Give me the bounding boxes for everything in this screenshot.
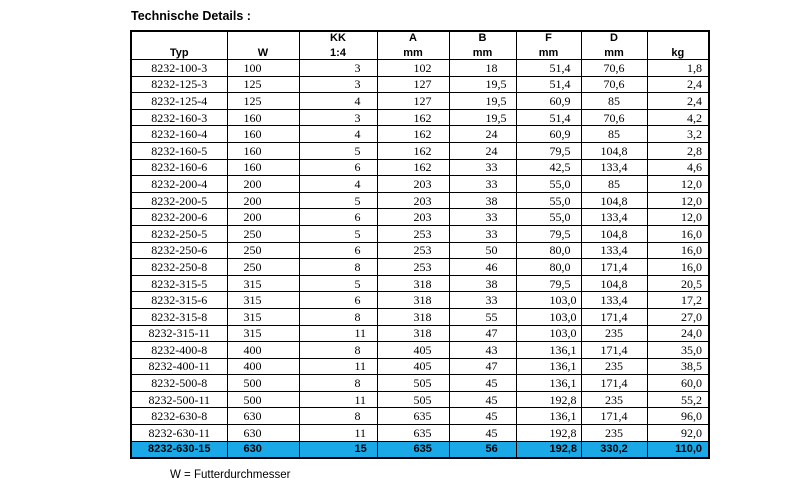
cell-a: 127 <box>377 93 449 110</box>
cell-kk: 6 <box>299 209 377 226</box>
col-header-kk: KK 1:4 <box>299 31 377 60</box>
cell-f: 136,1 <box>516 408 581 425</box>
cell-kg: 4,6 <box>647 159 709 176</box>
cell-kk: 4 <box>299 176 377 193</box>
cell-d: 104,8 <box>581 142 647 159</box>
technical-details-table <box>130 30 710 459</box>
table-row <box>131 275 709 292</box>
cell-b: 18 <box>449 60 516 77</box>
col-header-d: D mm <box>581 31 647 60</box>
cell-a: 127 <box>377 76 449 93</box>
cell-b: 45 <box>449 408 516 425</box>
cell-w: 315 <box>227 325 299 342</box>
cell-typ: 8232-315-5 <box>131 275 227 292</box>
cell-f: 55,0 <box>516 176 581 193</box>
cell-kg: 1,8 <box>647 60 709 77</box>
table-row <box>131 159 709 176</box>
cell-a: 318 <box>377 275 449 292</box>
cell-kg: 3,2 <box>647 126 709 143</box>
cell-a: 635 <box>377 425 449 442</box>
cell-w: 250 <box>227 225 299 242</box>
cell-typ: 8232-250-6 <box>131 242 227 259</box>
cell-b: 24 <box>449 142 516 159</box>
cell-b: 33 <box>449 292 516 309</box>
cell-kg: 60,0 <box>647 375 709 392</box>
cell-f: 60,9 <box>516 93 581 110</box>
cell-w: 630 <box>227 441 299 458</box>
cell-kg: 12,0 <box>647 209 709 226</box>
cell-b: 56 <box>449 441 516 458</box>
cell-d: 235 <box>581 391 647 408</box>
cell-f: 60,9 <box>516 126 581 143</box>
cell-f: 80,0 <box>516 242 581 259</box>
table-row <box>131 342 709 359</box>
cell-w: 160 <box>227 142 299 159</box>
cell-typ: 8232-160-6 <box>131 159 227 176</box>
cell-w: 200 <box>227 192 299 209</box>
cell-w: 250 <box>227 259 299 276</box>
cell-typ: 8232-630-8 <box>131 408 227 425</box>
cell-w: 630 <box>227 408 299 425</box>
table-row <box>131 425 709 442</box>
cell-a: 505 <box>377 391 449 408</box>
cell-kg: 16,0 <box>647 225 709 242</box>
table-row <box>131 209 709 226</box>
col-header-typ: Typ <box>131 31 227 60</box>
table-row <box>131 93 709 110</box>
cell-typ: 8232-100-3 <box>131 60 227 77</box>
cell-kk: 6 <box>299 159 377 176</box>
cell-kk: 11 <box>299 391 377 408</box>
table-row <box>131 242 709 259</box>
col-header-b: B mm <box>449 31 516 60</box>
cell-kk: 8 <box>299 308 377 325</box>
cell-a: 318 <box>377 308 449 325</box>
table-row <box>131 391 709 408</box>
cell-f: 51,4 <box>516 60 581 77</box>
cell-kg: 16,0 <box>647 242 709 259</box>
cell-kg: 55,2 <box>647 391 709 408</box>
table-row <box>131 308 709 325</box>
cell-f: 79,5 <box>516 142 581 159</box>
table-row <box>131 325 709 342</box>
cell-f: 192,8 <box>516 425 581 442</box>
cell-typ: 8232-250-5 <box>131 225 227 242</box>
cell-a: 405 <box>377 358 449 375</box>
cell-f: 79,5 <box>516 275 581 292</box>
cell-a: 162 <box>377 142 449 159</box>
cell-d: 133,4 <box>581 242 647 259</box>
cell-kg: 17,2 <box>647 292 709 309</box>
section-title: Technische Details : <box>131 9 251 23</box>
cell-w: 315 <box>227 308 299 325</box>
cell-a: 253 <box>377 225 449 242</box>
cell-d: 330,2 <box>581 441 647 458</box>
cell-kk: 8 <box>299 375 377 392</box>
cell-b: 45 <box>449 391 516 408</box>
cell-d: 235 <box>581 325 647 342</box>
cell-kk: 3 <box>299 109 377 126</box>
cell-typ: 8232-400-11 <box>131 358 227 375</box>
table-row <box>131 176 709 193</box>
cell-typ: 8232-125-4 <box>131 93 227 110</box>
cell-kk: 11 <box>299 325 377 342</box>
cell-f: 103,0 <box>516 292 581 309</box>
table-row <box>131 358 709 375</box>
cell-f: 42,5 <box>516 159 581 176</box>
cell-w: 500 <box>227 391 299 408</box>
cell-typ: 8232-315-6 <box>131 292 227 309</box>
cell-f: 51,4 <box>516 109 581 126</box>
cell-d: 235 <box>581 358 647 375</box>
cell-kg: 2,4 <box>647 76 709 93</box>
cell-a: 635 <box>377 408 449 425</box>
cell-kk: 5 <box>299 225 377 242</box>
table-row <box>131 441 709 458</box>
cell-d: 133,4 <box>581 292 647 309</box>
cell-a: 405 <box>377 342 449 359</box>
cell-kk: 8 <box>299 342 377 359</box>
cell-b: 19,5 <box>449 93 516 110</box>
cell-kk: 3 <box>299 60 377 77</box>
table-row <box>131 109 709 126</box>
cell-f: 103,0 <box>516 325 581 342</box>
cell-typ: 8232-200-5 <box>131 192 227 209</box>
cell-kk: 11 <box>299 425 377 442</box>
cell-kk: 5 <box>299 275 377 292</box>
cell-w: 315 <box>227 275 299 292</box>
cell-a: 162 <box>377 159 449 176</box>
cell-d: 70,6 <box>581 109 647 126</box>
cell-typ: 8232-160-5 <box>131 142 227 159</box>
cell-w: 500 <box>227 375 299 392</box>
cell-b: 50 <box>449 242 516 259</box>
cell-f: 51,4 <box>516 76 581 93</box>
cell-typ: 8232-400-8 <box>131 342 227 359</box>
cell-kg: 16,0 <box>647 259 709 276</box>
cell-kg: 4,2 <box>647 109 709 126</box>
cell-f: 192,8 <box>516 441 581 458</box>
cell-b: 33 <box>449 176 516 193</box>
table-row <box>131 259 709 276</box>
cell-kk: 11 <box>299 358 377 375</box>
cell-kg: 96,0 <box>647 408 709 425</box>
cell-w: 250 <box>227 242 299 259</box>
table-body <box>131 60 709 459</box>
cell-typ: 8232-200-6 <box>131 209 227 226</box>
cell-b: 38 <box>449 192 516 209</box>
cell-w: 400 <box>227 342 299 359</box>
cell-w: 200 <box>227 176 299 193</box>
cell-f: 80,0 <box>516 259 581 276</box>
cell-f: 79,5 <box>516 225 581 242</box>
cell-typ: 8232-160-4 <box>131 126 227 143</box>
cell-kg: 27,0 <box>647 308 709 325</box>
table-row <box>131 60 709 77</box>
cell-a: 253 <box>377 242 449 259</box>
cell-kg: 12,0 <box>647 192 709 209</box>
cell-w: 200 <box>227 209 299 226</box>
cell-d: 171,4 <box>581 308 647 325</box>
cell-typ: 8232-315-8 <box>131 308 227 325</box>
cell-b: 47 <box>449 325 516 342</box>
cell-a: 203 <box>377 176 449 193</box>
table-row <box>131 375 709 392</box>
cell-a: 203 <box>377 192 449 209</box>
cell-kk: 6 <box>299 242 377 259</box>
cell-a: 102 <box>377 60 449 77</box>
cell-d: 85 <box>581 126 647 143</box>
cell-typ: 8232-160-3 <box>131 109 227 126</box>
cell-f: 192,8 <box>516 391 581 408</box>
col-header-f: F mm <box>516 31 581 60</box>
cell-kg: 20,5 <box>647 275 709 292</box>
cell-w: 400 <box>227 358 299 375</box>
table-row <box>131 76 709 93</box>
cell-d: 171,4 <box>581 408 647 425</box>
cell-kk: 8 <box>299 259 377 276</box>
cell-d: 104,8 <box>581 275 647 292</box>
footnote: W = Futterdurchmesser <box>170 469 291 481</box>
cell-b: 33 <box>449 159 516 176</box>
table-row <box>131 192 709 209</box>
cell-kk: 4 <box>299 93 377 110</box>
cell-typ: 8232-315-11 <box>131 325 227 342</box>
cell-typ: 8232-200-4 <box>131 176 227 193</box>
cell-a: 162 <box>377 126 449 143</box>
cell-typ: 8232-250-8 <box>131 259 227 276</box>
cell-d: 85 <box>581 176 647 193</box>
cell-d: 171,4 <box>581 375 647 392</box>
cell-d: 70,6 <box>581 60 647 77</box>
cell-typ: 8232-500-11 <box>131 391 227 408</box>
cell-d: 70,6 <box>581 76 647 93</box>
cell-d: 235 <box>581 425 647 442</box>
cell-b: 46 <box>449 259 516 276</box>
cell-typ: 8232-500-8 <box>131 375 227 392</box>
cell-kg: 12,0 <box>647 176 709 193</box>
cell-kg: 2,4 <box>647 93 709 110</box>
table-row <box>131 408 709 425</box>
cell-a: 505 <box>377 375 449 392</box>
cell-kg: 92,0 <box>647 425 709 442</box>
cell-kg: 35,0 <box>647 342 709 359</box>
cell-d: 171,4 <box>581 259 647 276</box>
cell-kg: 24,0 <box>647 325 709 342</box>
cell-b: 24 <box>449 126 516 143</box>
cell-typ: 8232-630-15 <box>131 441 227 458</box>
cell-b: 19,5 <box>449 109 516 126</box>
cell-kk: 6 <box>299 292 377 309</box>
col-header-w: W <box>227 31 299 60</box>
cell-kk: 15 <box>299 441 377 458</box>
cell-d: 104,8 <box>581 225 647 242</box>
cell-a: 253 <box>377 259 449 276</box>
cell-f: 136,1 <box>516 358 581 375</box>
table-row <box>131 225 709 242</box>
table-row <box>131 292 709 309</box>
cell-kg: 110,0 <box>647 441 709 458</box>
cell-b: 45 <box>449 375 516 392</box>
cell-b: 33 <box>449 209 516 226</box>
cell-f: 55,0 <box>516 209 581 226</box>
cell-w: 160 <box>227 109 299 126</box>
cell-w: 125 <box>227 76 299 93</box>
cell-w: 630 <box>227 425 299 442</box>
cell-a: 162 <box>377 109 449 126</box>
table-row <box>131 126 709 143</box>
cell-typ: 8232-125-3 <box>131 76 227 93</box>
cell-a: 203 <box>377 209 449 226</box>
table-row <box>131 142 709 159</box>
cell-a: 318 <box>377 325 449 342</box>
cell-kk: 5 <box>299 142 377 159</box>
cell-f: 136,1 <box>516 342 581 359</box>
cell-w: 160 <box>227 159 299 176</box>
cell-d: 133,4 <box>581 209 647 226</box>
cell-kk: 5 <box>299 192 377 209</box>
cell-b: 38 <box>449 275 516 292</box>
col-header-kg: kg <box>647 31 709 60</box>
cell-typ: 8232-630-11 <box>131 425 227 442</box>
cell-w: 315 <box>227 292 299 309</box>
cell-kk: 3 <box>299 76 377 93</box>
cell-d: 133,4 <box>581 159 647 176</box>
cell-a: 318 <box>377 292 449 309</box>
cell-d: 85 <box>581 93 647 110</box>
cell-b: 43 <box>449 342 516 359</box>
cell-d: 171,4 <box>581 342 647 359</box>
cell-b: 45 <box>449 425 516 442</box>
cell-b: 19,5 <box>449 76 516 93</box>
cell-kk: 4 <box>299 126 377 143</box>
cell-kg: 2,8 <box>647 142 709 159</box>
cell-b: 55 <box>449 308 516 325</box>
cell-w: 160 <box>227 126 299 143</box>
cell-kg: 38,5 <box>647 358 709 375</box>
cell-b: 33 <box>449 225 516 242</box>
cell-b: 47 <box>449 358 516 375</box>
cell-kk: 8 <box>299 408 377 425</box>
cell-f: 103,0 <box>516 308 581 325</box>
header-row <box>131 31 709 60</box>
cell-d: 104,8 <box>581 192 647 209</box>
cell-f: 136,1 <box>516 375 581 392</box>
cell-w: 125 <box>227 93 299 110</box>
col-header-a: A mm <box>377 31 449 60</box>
cell-w: 100 <box>227 60 299 77</box>
cell-a: 635 <box>377 441 449 458</box>
cell-f: 55,0 <box>516 192 581 209</box>
